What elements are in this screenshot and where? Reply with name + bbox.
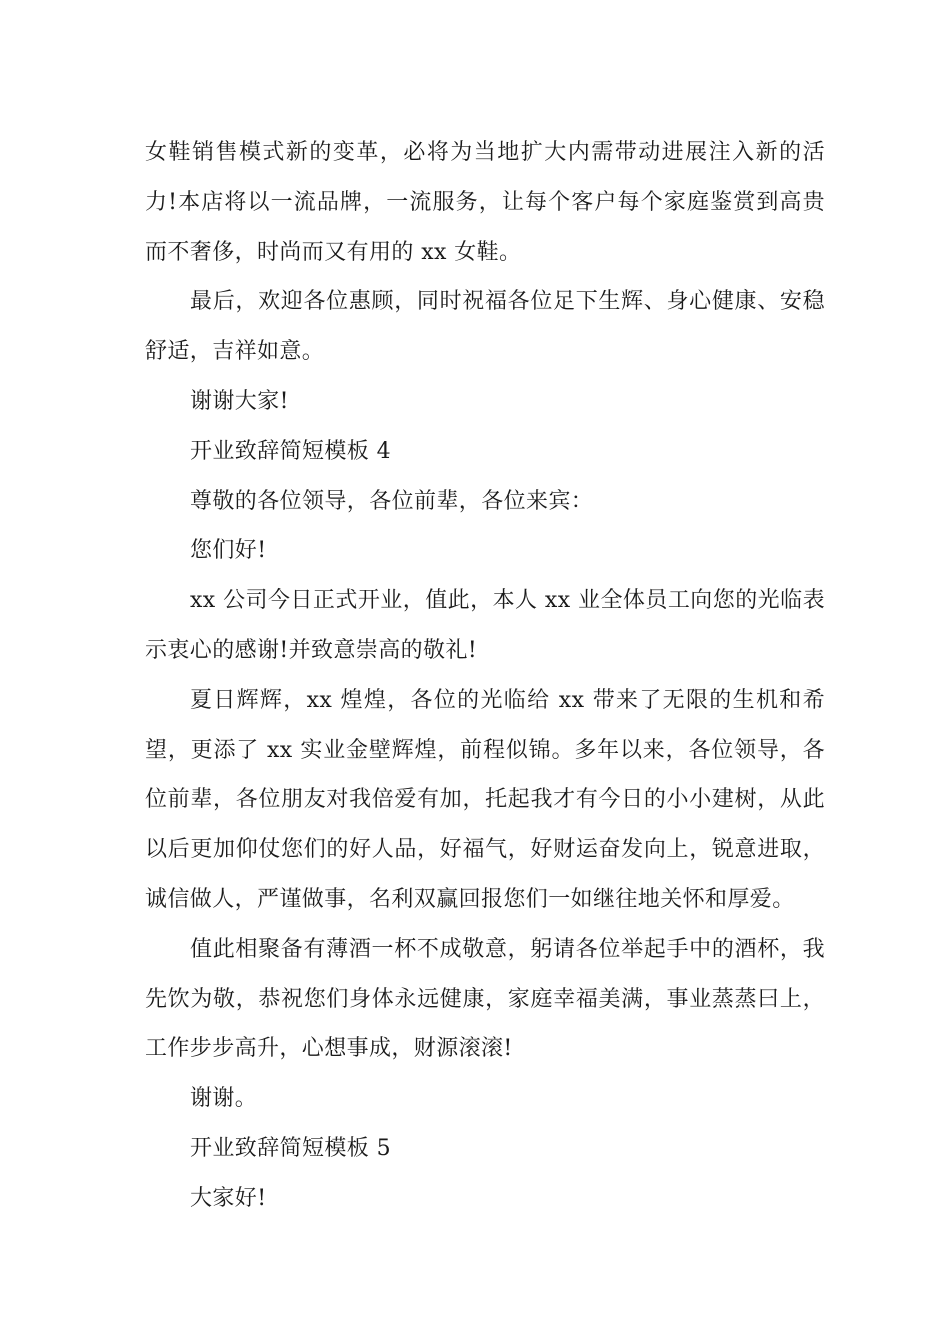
greeting: 大家好! bbox=[190, 1185, 267, 1211]
paragraph: 夏日辉辉，xx 煌煌，各位的光临给 xx 带来了无限的生机和希望，更添了 xx 实业金壁辉煌，前程似锦。多年以来，各位领导，各位前辈，各位朋友对我倍爱有加，托起我才有今日的小小建树，从此以后更加仰仗您们的好人品，好福气，好财运奋发向上，锐意进取，诚信做人，严谨做事，名利双赢回报您们一如继往地关怀和厚爱。 bbox=[145, 687, 825, 912]
paragraph: 女鞋销售模式新的变革，必将为当地扩大内需带动进展注入新的活力!本店将以一流品牌，一流服务，让每个客户每个家庭鉴赏到高贵而不奢侈，时尚而又有用的 xx 女鞋。 bbox=[145, 140, 825, 265]
section-heading: 开业致辞简短模板 4 bbox=[190, 438, 391, 464]
closing: 谢谢。 bbox=[190, 1086, 258, 1112]
paragraph: 谢谢大家! bbox=[190, 388, 289, 414]
paragraph: 最后，欢迎各位惠顾，同时祝福各位足下生辉、身心健康、安稳舒适，吉祥如意。 bbox=[145, 289, 825, 365]
salutation: 尊敬的各位领导，各位前辈，各位来宾： bbox=[190, 488, 594, 514]
document-body bbox=[145, 128, 825, 1224]
paragraph: xx 公司今日正式开业，值此，本人 xx 业全体员工向您的光临表示衷心的感谢!并致意崇高的敬礼! bbox=[145, 588, 825, 663]
section-heading: 开业致辞简短模板 5 bbox=[190, 1135, 391, 1161]
paragraph: 值此相聚备有薄酒一杯不成敬意，躬请各位举起手中的酒杯，我先饮为敬，恭祝您们身体永远健康，家庭幸福美满，事业蒸蒸曰上，工作步步高升，心想事成，财源滚滚! bbox=[145, 936, 825, 1062]
greeting: 您们好! bbox=[190, 538, 267, 564]
